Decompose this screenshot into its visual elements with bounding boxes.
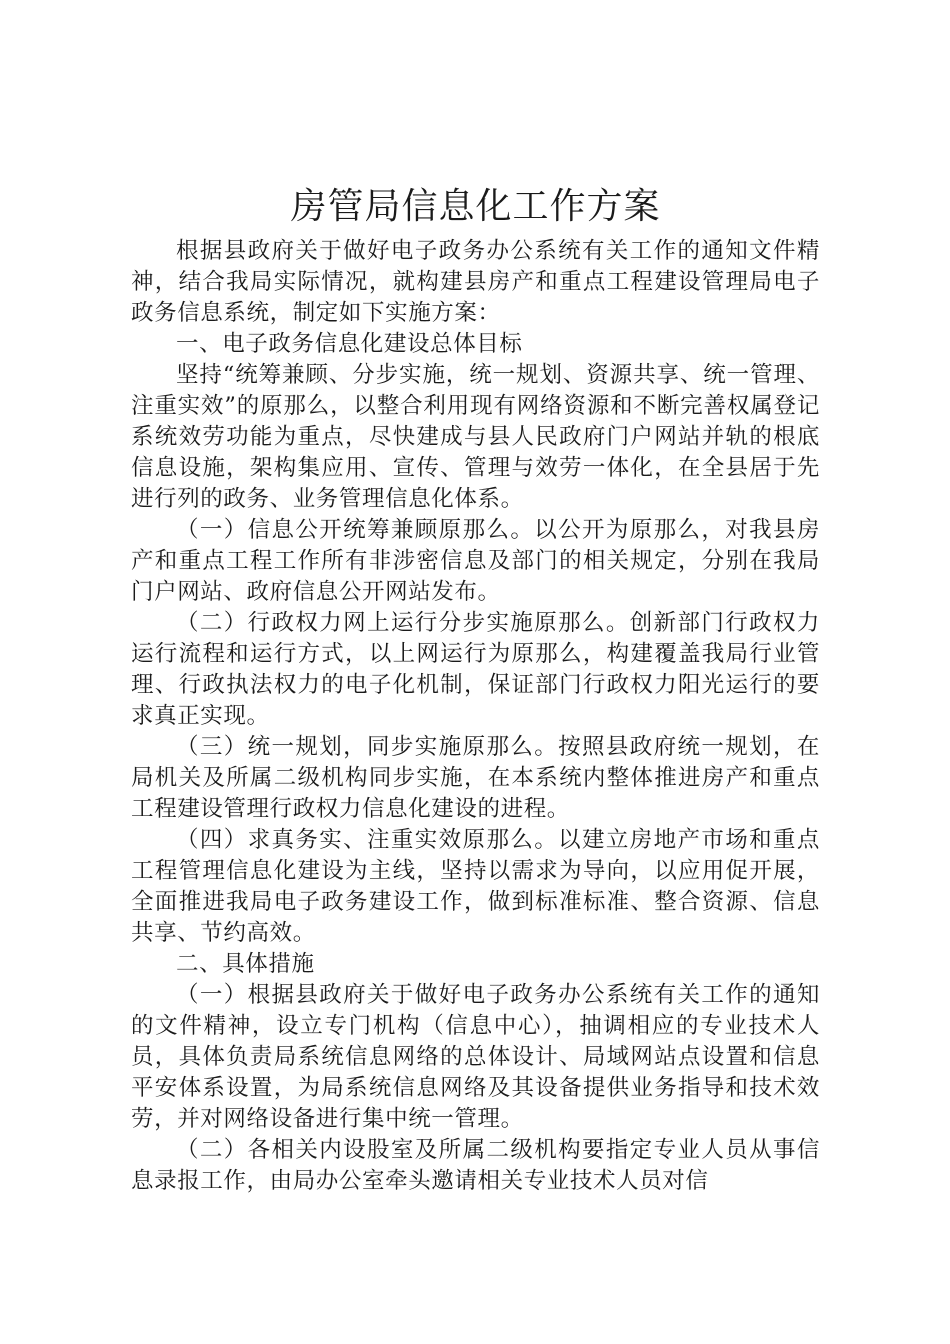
document-title: 房管局信息化工作方案 (290, 186, 661, 227)
section-heading-2: 二、具体措施 (176, 951, 315, 977)
paragraph-overall-goal: 坚持“统筹兼顾、分步实施，统一规划、资源共享、统一管理、注重实效”的原那么，以整合利用现有网络资源和不断完善权属登记系统效劳功能为重点，尽快建成与县人民政府门户网站并轨的根底信息设施，架构集应用、宣传、管理与效劳一体化，在全县居于先进行列的政务、业务管理信息化体系。 (131, 362, 820, 512)
paragraph-principle-4: （四）求真务实、注重实效原那么。以建立房地产市场和重点工程管理信息化建设为主线，坚持以需求为导向，以应用促开展，全面推进我局电子政务建设工作，做到标准标准、整合资源、信息共享、节约高效。 (131, 827, 820, 946)
paragraph-measure-2: （二）各相关内设股室及所属二级机构要指定专业人员从事信息录报工作，由局办公室牵头邀请相关专业技术人员对信 (131, 1137, 820, 1194)
paragraph-principle-1: （一）信息公开统筹兼顾原那么。以公开为原那么，对我县房产和重点工程工作所有非涉密信息及部门的相关规定，分别在我局门户网站、政府信息公开网站发布。 (131, 517, 820, 605)
document-page (131, 182, 820, 1197)
paragraph-principle-3: （三）统一规划，同步实施原那么。按照县政府统一规划，在局机关及所属二级机构同步实施，在本系统内整体推进房产和重点工程建设管理行政权力信息化建设的进程。 (131, 734, 820, 822)
section-heading-1: 一、电子政务信息化建设总体目标 (176, 331, 523, 357)
paragraph-principle-2: （二）行政权力网上运行分步实施原那么。创新部门行政权力运行流程和运行方式，以上网运行为原那么，构建覆盖我局行业管理、行政执法权力的电子化机制，保证部门行政权力阳光运行的要求真正实现。 (131, 610, 820, 729)
paragraph-intro: 根据县政府关于做好电子政务办公系统有关工作的通知文件精神，结合我局实际情况，就构建县房产和重点工程建设管理局电子政务信息系统，制定如下实施方案： (131, 238, 820, 326)
paragraph-measure-1: （一）根据县政府关于做好电子政务办公系统有关工作的通知的文件精神，设立专门机构（信息中心），抽调相应的专业技术人员，具体负责局系统信息网络的总体设计、局域网站点设置和信息平安体系设置，为局系统信息网络及其设备提供业务指导和技术效劳，并对网络设备进行集中统一管理。 (131, 982, 820, 1132)
